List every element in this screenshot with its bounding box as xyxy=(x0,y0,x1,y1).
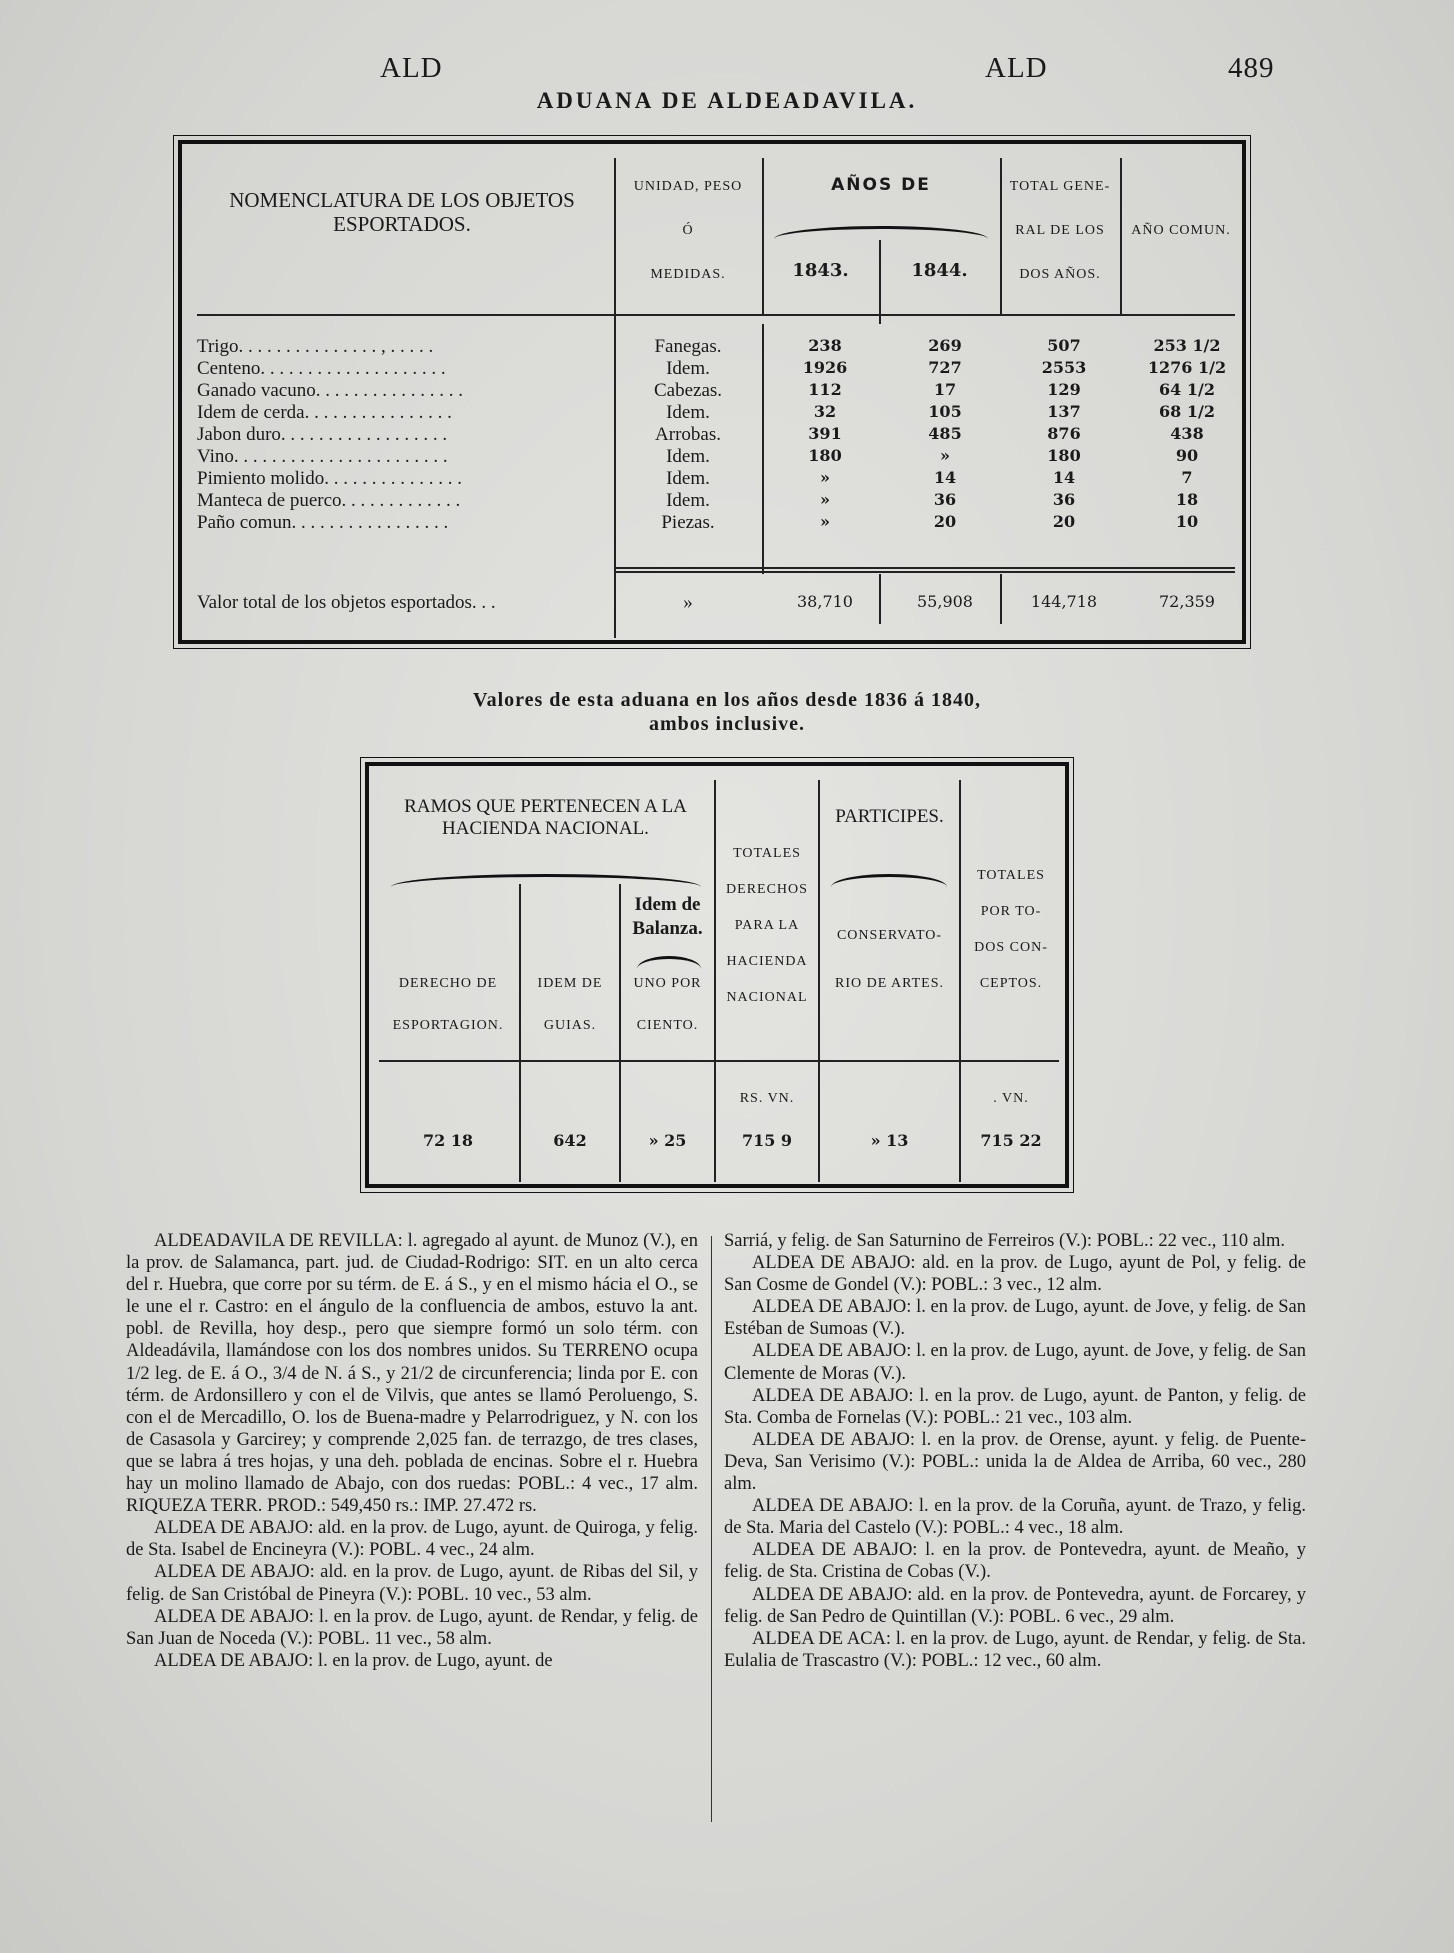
header-totales-conceptos-3: DOS CON- xyxy=(974,940,1048,955)
header-idem-balanza-2: Balanza. xyxy=(632,918,703,939)
table-row: Centeno. . . . . . . . . . . . . . . . . . . . Idem. 1926 727 2553 1276 1/2 xyxy=(197,358,1227,379)
value-uno-por: » 25 xyxy=(648,1131,687,1150)
brace-anos xyxy=(774,226,988,239)
entry-paragraph: ALDEA DE ABAJO: l. en la prov. de Lugo, ayunt. de Jove, y felig. de San Estéban de Sumoas (V.). xyxy=(724,1297,1306,1340)
entry-paragraph: ALDEA DE ABAJO: l. en la prov. de Orense, ayunt. y felig. de Puente-Deva, San Verisimo (V.): POBL.: unida la de Aldea de Arriba, 60 vec., 280 alm. xyxy=(724,1429,1306,1495)
header-totales-derechos-5: NACIONAL xyxy=(726,990,808,1005)
table-row: Pimiento molido. . . . . . . . . . . . . . . Idem. » 14 14 7 xyxy=(197,468,1193,489)
subtitle-line-2: ambos inclusive. xyxy=(648,713,806,735)
header-totales-derechos-2: DERECHOS xyxy=(726,882,808,897)
section-subtitle xyxy=(0,688,1454,736)
table-row: Idem de cerda. . . . . . . . . . . . . . . . Idem. 32 105 137 68 1/2 xyxy=(197,402,1215,423)
value-conservatorio: » 13 xyxy=(870,1131,909,1150)
header-guias-2: GUIAS. xyxy=(543,1018,597,1033)
customs-values-table xyxy=(365,762,1069,1188)
table-row: Trigo. . . . . . . . . . . . . . . , . . . . . Fanegas. 238 269 507 253 1/2 xyxy=(197,336,1221,357)
header-guias-1: IDEM DE xyxy=(537,976,603,991)
unit-rs-vn: RS. VN. xyxy=(739,1091,795,1106)
exports-table xyxy=(178,140,1246,644)
entry-paragraph: ALDEA DE ABAJO: l. en la prov. de Lugo, ayunt. de Panton, y felig. de Sta. Comba de Fornelas (V.): POBL.: 21 vec., 103 alm. xyxy=(724,1385,1306,1428)
header-totales-conceptos-4: CEPTOS. xyxy=(979,976,1043,991)
brace-participes xyxy=(831,874,947,887)
column-divider xyxy=(711,1236,712,1822)
entry-paragraph: Sarriá, y felig. de San Saturnino de Ferreiros (V.): POBL.: 22 vec., 110 alm. xyxy=(724,1231,1286,1251)
header-participes: PARTICIPES. xyxy=(835,806,944,827)
header-unidad-1: UNIDAD, PESO xyxy=(633,179,743,194)
header-year-1844: 1844. xyxy=(911,260,968,281)
running-head-left: ALD xyxy=(380,52,443,84)
value-guias: 642 xyxy=(553,1131,587,1150)
header-unidad-2: Ó xyxy=(682,223,694,238)
entry-paragraph: ALDEA DE ABAJO: l. en la prov. de la Coruña, ayunt. de Trazo, y felig. de Sta. Maria del Castelo (V.): POBL.: 4 vec., 18 alm. xyxy=(724,1496,1306,1539)
header-conservatorio-2: RIO DE ARTES. xyxy=(835,976,944,991)
entry-paragraph: ALDEA DE ABAJO: l. en la prov. de Lugo, ayunt. de Rendar, y felig. de San Juan de Noceda (V.): POBL. 11 vec., 58 alm. xyxy=(126,1606,698,1649)
page-number: 489 xyxy=(1228,52,1275,84)
header-totales-conceptos-2: POR TO- xyxy=(980,904,1042,919)
entry-paragraph: ALDEA DE ABAJO: ald. en la prov. de Lugo, ayunt. de Quiroga, y felig. de Sta. Isabel de Encineyra (V.): POBL. 4 vec., 24 alm. xyxy=(126,1518,698,1561)
header-totales-derechos-1: TOTALES xyxy=(733,846,801,861)
table-row: Manteca de puerco. . . . . . . . . . . . . Idem. » 36 36 18 xyxy=(197,490,1199,511)
entry-paragraph: ALDEA DE ABAJO: ald. en la prov. de Pontevedra, ayunt. de Forcarey, y felig. de San Pedro de Quintillan (V.): POBL. 6 vec., 29 alm. xyxy=(724,1584,1306,1627)
header-comun: AÑO COMUN. xyxy=(1131,223,1231,238)
header-uno-por-1: UNO POR xyxy=(633,976,702,991)
entry-paragraph: ALDEA DE ABAJO: l. en la prov. de Lugo, ayunt. de xyxy=(154,1650,553,1671)
brace-ramos xyxy=(391,874,701,887)
header-totales-derechos-3: PARA LA xyxy=(734,918,800,933)
entry-paragraph: ALDEA DE ACA: l. en la prov. de Lugo, ayunt. de Rendar, y felig. de Sta. Eulalia de Trascastro (V.): POBL.: 12 vec., 60 alm. xyxy=(724,1628,1306,1671)
entry-paragraph: ALDEA DE ABAJO: ald. en la prov. de Lugo, ayunt. de Ribas del Sil, y felig. de San Cristóbal de Pineyra (V.): POBL. 10 vec., 53 alm. xyxy=(126,1562,698,1605)
entry-paragraph: ALDEA DE ABAJO: l. en la prov. de Pontevedra, ayunt. de Meaño, y felig. de Sta. Cristina de Cobas (V.). xyxy=(724,1540,1306,1583)
header-total-2: RAL DE LOS xyxy=(1015,223,1105,238)
subtitle-line-1: Valores de esta aduana en los años desde 1836 á 1840, xyxy=(472,689,982,711)
header-conservatorio-1: CONSERVATO- xyxy=(836,928,943,943)
total-row: Valor total de los objetos esportados. . . » 38,710 55,908 144,718 72,359 xyxy=(197,592,1215,613)
table-row: Jabon duro. . . . . . . . . . . . . . . . . . Arrobas. 391 485 876 438 xyxy=(197,424,1204,445)
table-row: Ganado vacuno. . . . . . . . . . . . . . . . Cabezas. 112 17 129 64 1/2 xyxy=(197,380,1215,401)
header-uno-por-2: CIENTO. xyxy=(636,1018,699,1033)
entry-paragraph: ALDEA DE ABAJO: ald. en la prov. de Lugo, ayunt de Pol, y felig. de San Cosme de Gondel (V.): POBL.: 3 vec., 12 alm. xyxy=(724,1253,1306,1296)
table-row: Paño comun. . . . . . . . . . . . . . . . . Piezas. » 20 20 10 xyxy=(197,512,1199,533)
header-anos: AÑOS DE xyxy=(831,175,931,195)
value-totales-derechos: 715 9 xyxy=(741,1131,793,1150)
header-nomenclatura: NOMENCLATURA DE LOS OBJETOS ESPORTADOS. xyxy=(229,188,575,236)
header-unidad-3: MEDIDAS. xyxy=(650,267,726,282)
header-idem-balanza-1: Idem de xyxy=(634,894,701,915)
unit-vn: . VN. xyxy=(993,1091,1029,1106)
entry-paragraph: ALDEADAVILA DE REVILLA: l. agregado al ayunt. de Munoz (V.), en la prov. de Salamanca, part. jud. de Ciudad-Rodrigo: SIT. en un alto cerca del r. Huebra, que corre por su térm. de E. á S., y en el mismo hácia el O., se le une el r. Castro: en el ángulo de la confluencia de ambos, estuvo la ant. pobl. de Revilla, hoy desp., pero que siempre formó un solo térm. con Aldeadávila, llamándose con los dos nombres unidos. Su TERRENO ocupa 1/2 leg. de E. á O., 3/4 de N. á S., y 21/2 de circunferencia; linda por E. con térm. de Ardonsillero y con el de Vilvis, que antes se llamó Peroluengo, S. con el de Mercadillo, O. los de Buena-madre y Pelarrodriguez, y N. con los de Casasola y Garcirey; y comprende 2,025 fan. de terrazgo, de tres clases, que se labra á tres hojas, y una deh. poblada de encinas. Sobre el r. Huebra hay un molino llamado de Abajo, con dos ruedas: POBL.: 4 vec., 17 alm. RIQUEZA TERR. PROD.: 549,450 rs.: IMP. 27.472 rs. xyxy=(126,1231,698,1517)
running-head xyxy=(0,52,1454,92)
header-derecho-2: ESPORTAGION. xyxy=(392,1018,504,1033)
header-derecho-1: DERECHO DE xyxy=(398,976,498,991)
page-title: ADUANA DE ALDEADAVILA. xyxy=(536,88,918,113)
value-totales-conceptos: 715 22 xyxy=(980,1131,1042,1150)
header-totales-conceptos-1: TOTALES xyxy=(977,868,1045,883)
entry-paragraph: ALDEA DE ABAJO: l. en la prov. de Lugo, ayunt. de Jove, y felig. de San Clemente de Moras (V.). xyxy=(724,1341,1306,1384)
table-row: Vino. . . . . . . . . . . . . . . . . . . . . . . Idem. 180 » 180 90 xyxy=(197,446,1199,467)
running-head-right: ALD xyxy=(985,52,1048,84)
header-totales-derechos-4: HACIENDA xyxy=(726,954,808,969)
header-total-1: TOTAL GENE- xyxy=(1009,179,1111,194)
text-column-left xyxy=(126,1230,698,1672)
header-year-1843: 1843. xyxy=(792,260,849,281)
header-ramos: RAMOS QUE PERTENECEN A LA HACIENDA NACIONAL. xyxy=(404,796,687,839)
value-derecho: 72 18 xyxy=(422,1131,474,1150)
header-total-3: DOS AÑOS. xyxy=(1019,267,1101,282)
text-column-right xyxy=(724,1230,1306,1672)
